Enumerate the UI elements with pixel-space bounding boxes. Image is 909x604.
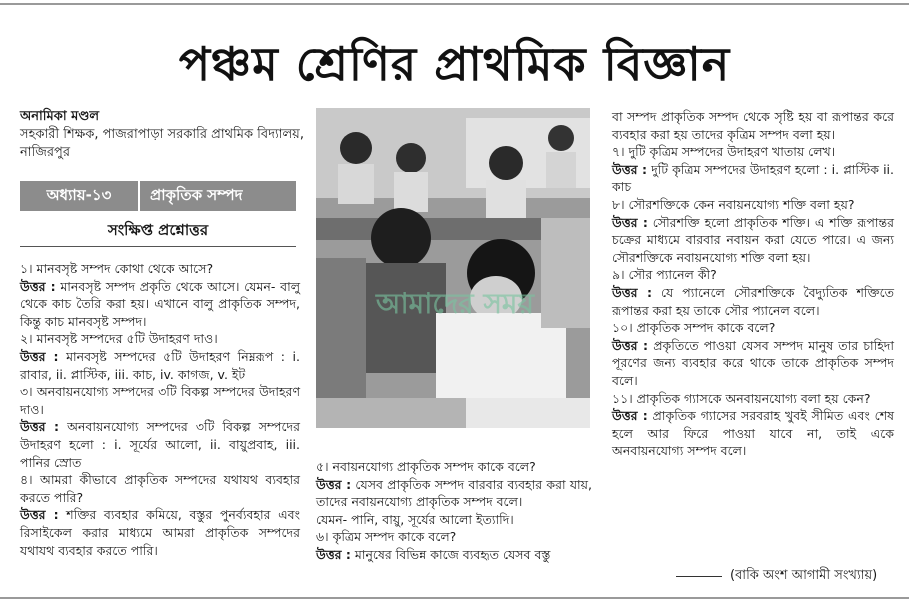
- continued-text: (বাকি অংশ আগামী সংখ্যায়): [730, 568, 878, 583]
- column-3: [612, 108, 894, 460]
- answer: [612, 337, 894, 390]
- question: ১১। প্রাকৃতিক গ্যাসকে অনবায়নযোগ্য বলা হয় কেন?: [612, 390, 871, 406]
- column-2: [316, 458, 592, 564]
- qa-item: [20, 260, 300, 330]
- answer-label: উত্তর :: [20, 419, 60, 435]
- answer: [316, 546, 592, 564]
- answer-label: উত্তর :: [316, 546, 351, 562]
- answer-text: প্রাকৃতিক গ্যাসের সরবরাহ খুবই সীমিত এবং শেষ হলে আর ফিরে পাওয়া যাবে না, তাই একে অনবায়নযোগ্য সম্পদ বলে।: [612, 408, 894, 459]
- column-1: [20, 260, 300, 559]
- answer: [612, 161, 894, 196]
- answer: [20, 278, 300, 331]
- answer-label: উত্তর :: [612, 408, 648, 424]
- chapter-banner: [20, 181, 296, 211]
- qa-item: [612, 266, 894, 319]
- answer-text: শক্তির ব্যবহার কমিয়ে, বস্তুর পুনর্ব্যবহার এবং রিসাইকেল করার মাধ্যমে আমরা প্রাকৃতিক সম্পদের যথাযথ ব্যবহার করতে পারি।: [20, 507, 300, 558]
- qa-item: [612, 196, 894, 266]
- answer-label: উত্তর :: [316, 476, 352, 492]
- answer-text: মানবসৃষ্ট সম্পদের ৫টি উদাহরণ নিম্নরূপ : i. রাবার, ii. প্লাস্টিক, iii. কাচ, iv. কাগজ, v. ইট: [20, 348, 300, 382]
- watermark-logo: আমাদের সময়: [376, 287, 534, 320]
- qa-item: [316, 458, 592, 528]
- continuation-text: বা সম্পদ প্রাকৃতিক সম্পদ থেকে সৃষ্টি হয় বা রূপান্তর করে ব্যবহার করা হয় তাদের কৃত্রিম সম্পদ বলা হয়।: [612, 109, 894, 142]
- section-rule: [20, 246, 296, 247]
- answer: [20, 418, 300, 471]
- question: ১০। প্রাকৃতিক সম্পদ কাকে বলে?: [612, 320, 776, 336]
- bottom-rule: [0, 597, 909, 599]
- answer-text: প্রকৃতিতে পাওয়া যেসব সম্পদ মানুষ তার চাহিদা পূরণের জন্য ব্যবহার করে থাকে তাকে প্রাকৃতিক সম্পদ বলে।: [612, 337, 894, 388]
- question: ৮। সৌরশক্তিকে কেন নবায়নযোগ্য শক্তি বলা হয়?: [612, 196, 855, 212]
- qa-item: [20, 383, 300, 471]
- question: ৫। নবায়নযোগ্য প্রাকৃতিক সম্পদ কাকে বলে?: [316, 459, 536, 474]
- answer-label: উত্তর :: [612, 161, 647, 177]
- photo-illustration: [316, 108, 590, 428]
- qa-item: [612, 143, 894, 196]
- qa-item: [20, 471, 300, 559]
- answer-label: উত্তর :: [20, 507, 59, 523]
- headline: পঞ্চম শ্রেণির প্রাথমিক বিজ্ঞান: [178, 37, 731, 91]
- answer-text: যে প্যানেলে সৌরশক্তিকে বৈদ্যুতিক শক্তিতে রূপান্তর করা হয় তাকে সৌর প্যানেল বলে।: [612, 284, 894, 318]
- answer: [20, 506, 300, 559]
- author-designation: সহকারী শিক্ষক, পাজরাপাড়া সরকারি প্রাথমিক বিদ্যালয়, নাজিরপুর: [20, 127, 304, 160]
- answer-label: উত্তর :: [612, 337, 649, 353]
- chapter-number: অধ্যায়-১৩: [20, 181, 140, 211]
- continued-dash: [676, 576, 722, 577]
- question: ৬। কৃত্রিম সম্পদ কাকে বলে?: [316, 529, 457, 545]
- question: ৭। দুটি কৃত্রিম সম্পদের উদাহরণ খাতায় লেখ।: [612, 144, 836, 160]
- qa-item: [612, 390, 894, 460]
- section-title: সংক্ষিপ্ত প্রশ্নোত্তর: [107, 221, 209, 239]
- question: ৪। আমরা কীভাবে প্রাকৃতিক সম্পদের যথাযথ ব্যবহার করতে পারি?: [20, 472, 300, 505]
- question: ২। মানবসৃষ্ট সম্পদের ৫টি উদাহরণ দাও।: [20, 331, 218, 347]
- chapter-topic: প্রাকৃতিক সম্পদ: [150, 185, 243, 204]
- answer-label: উত্তর :: [20, 348, 59, 364]
- question: ৩। অনবায়নযোগ্য সম্পদের ৩টি বিকল্প সম্পদের উদাহরণ দাও।: [20, 384, 300, 417]
- answer-label: উত্তর :: [612, 214, 648, 230]
- answer: [612, 214, 894, 267]
- answer-label: উত্তর :: [20, 278, 56, 294]
- question: ১। মানবসৃষ্ট সম্পদ কোথা থেকে আসে?: [20, 261, 214, 276]
- answer: [316, 476, 592, 511]
- qa-item: [612, 319, 894, 389]
- answer-text: দুটি কৃত্রিম সম্পদের উদাহরণ হলো : i. প্লাস্টিক ii. কাচ: [612, 161, 894, 195]
- top-rule: [0, 3, 909, 5]
- answer: [612, 284, 894, 319]
- answer-text: মানবসৃষ্ট সম্পদ প্রকৃতি থেকে আসে। যেমন- বালু থেকে কাচ তৈরি করা হয়। এখানে বালু প্রাকৃতিক সম্পদ, কিন্তু কাচ মানবসৃষ্ট সম্পদ।: [20, 278, 301, 329]
- answer: [612, 407, 894, 460]
- classroom-exam-photo: [316, 108, 590, 428]
- answer-text: যেসব প্রাকৃতিক সম্পদ বারবার ব্যবহার করা যায়, তাদের নবায়নযোগ্য প্রাকৃতিক সম্পদ বলে।: [316, 476, 592, 510]
- qa-item: [316, 528, 592, 563]
- answer-label: উত্তর :: [612, 284, 652, 300]
- author-name: অনামিকা মণ্ডল: [20, 109, 100, 124]
- byline: [20, 108, 305, 162]
- qa-item: [20, 330, 300, 383]
- question: ৯। সৌর প্যানেল কী?: [612, 267, 717, 283]
- answer-text: অনবায়নযোগ্য সম্পদের ৩টি বিকল্প সম্পদের উদাহরণ হলো : i. সূর্যের আলো, ii. বায়ুপ্রবাহ, iii. পানির স্রোত: [20, 419, 300, 470]
- answer: [20, 348, 300, 383]
- example-text: যেমন- পানি, বায়ু, সূর্যের আলো ইত্যাদি।: [316, 511, 514, 527]
- continued-note: [676, 566, 894, 587]
- answer-text: মানুষের বিভিন্ন কাজে ব্যবহৃত যেসব বস্তু: [354, 546, 551, 562]
- answer-text: সৌরশক্তি হলো প্রাকৃতিক শক্তি। এ শক্তি রূপান্তর চক্রের মাধ্যমে বারবার নবায়ন করা যেতে পারে। এ জন্য সৌরশক্তিকে নবায়নযোগ্য শক্তি বলা হয়।: [612, 214, 895, 265]
